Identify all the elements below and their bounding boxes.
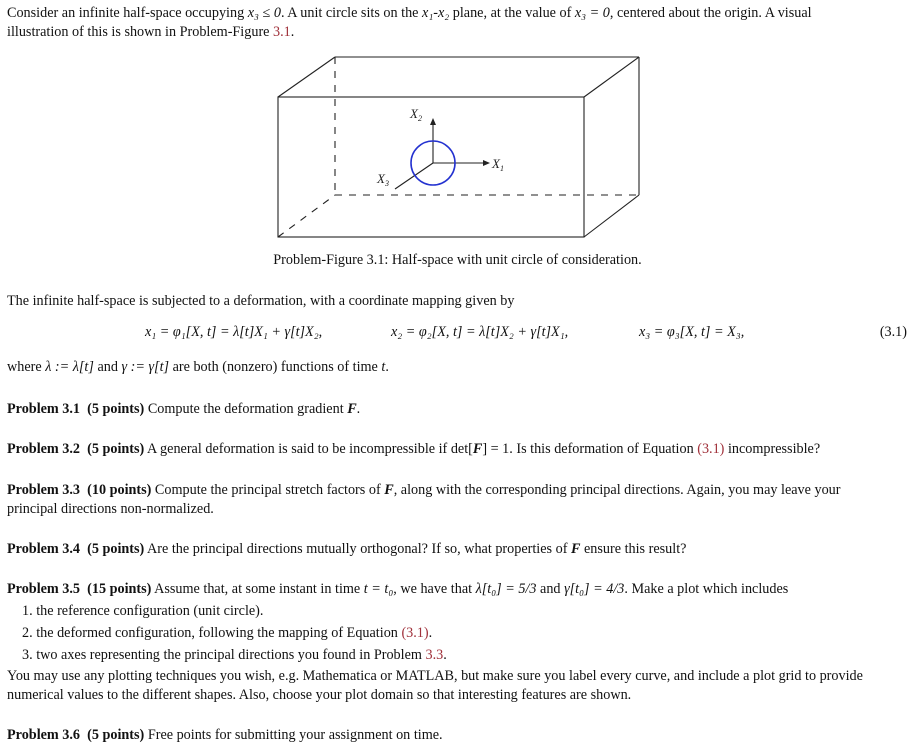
problem-3-6: Problem 3.6 (5 points) Free points for submitting your assignment on time. [7,727,443,743]
box-hidden-edge [278,195,335,237]
intro-paragraph [7,4,907,42]
intro-text: Consider an infinite half-space occupying [7,5,248,21]
figure-caption: Problem-Figure 3.1: Half-space with unit circle of consideration. [273,252,642,268]
equation-3-1 [7,323,907,345]
label-x3: $X_3$ [377,171,389,188]
equation-x1: x₁ = φ₁[X, t] = λ[t]X₁ + γ[t]X₂, [145,324,323,340]
problem-3-2: Problem 3.2 (5 points) A general deformation is said to be incompressible if det[F] = 1. Is this deformation of Equation (3.1) incompressible? [7,441,821,457]
label-x2: $X_2$ [410,106,422,123]
problem-points: (15 points) [87,581,152,597]
intro-text: illustration of this is shown in Problem-Figure [7,24,274,40]
problem-points: (10 points) [87,482,152,498]
intro-text: plane, at the value of [449,5,575,21]
box-front-face [278,97,584,237]
problem-title: Problem 3.6 [7,727,81,743]
equation-x3: x₃ = φ₃[X, t] = X₃, [639,324,745,340]
math-time: t [381,359,386,375]
problem-reference-link[interactable]: 3.3 [425,647,444,663]
list-item: 1. the reference configuration (unit circle). [22,603,264,619]
equation-x2: x₂ = φ₂[X, t] = λ[t]X₂ + γ[t]X₁, [391,324,569,340]
problem-points: (5 points) [87,541,145,557]
problem-title: Problem 3.3 [7,482,81,498]
problem-title: Problem 3.1 [7,401,81,417]
problem-title: Problem 3.2 [7,441,81,457]
problem-points: (5 points) [87,727,145,743]
math-x3-zero: x₃ = 0 [574,5,610,21]
problem-3-5: Problem 3.5 (15 points) Assume that, at some instant in time t = t₀, we have that λ[t₀] = 5/3 and γ[t₀] = 4/3. Make a plot which includes [7,581,789,597]
list-item: 3. two axes representing the principal directions you found in Problem 3.3. [22,647,447,663]
arrow-x1 [483,160,490,166]
axis-x3 [395,163,433,189]
equation-reference-link[interactable]: (3.1) [697,441,725,457]
problem-3-1: Problem 3.1 (5 points) Compute the deformation gradient F. [7,401,361,417]
problem-points: (5 points) [87,441,145,457]
label-x1: $X_1$ [492,156,504,173]
equation-reference-link[interactable]: (3.1) [401,625,429,641]
box-edge [584,195,639,237]
math-x3-condition: x₃ ≤ 0 [247,5,281,21]
intro-text: . [290,24,295,40]
box-edge [584,57,639,97]
box-edge [278,57,335,97]
half-space-figure [275,55,645,245]
problem-3-4: Problem 3.4 (5 points) Are the principal directions mutually orthogonal? If so, what properties of F ensure this result? [7,541,687,557]
intro-text: , centered about the origin. A visual [609,5,812,21]
math-plane: x₁-x₂ [422,5,450,21]
deformation-intro: The infinite half-space is subjected to a deformation, with a coordinate mapping given by [7,293,515,309]
figure-reference-link[interactable]: 3.1 [273,24,291,40]
problem-title: Problem 3.5 [7,581,81,597]
list-item: 2. the deformed configuration, following the mapping of Equation (3.1). [22,625,433,641]
equation-number: (3.1) [879,324,907,340]
where-clause: where λ := λ[t] and γ := γ[t] are both (nonzero) functions of time t. [7,359,389,375]
problem-title: Problem 3.4 [7,541,81,557]
problem-3-5-list [22,602,882,668]
problem-3-3: Problem 3.3 (10 points) Compute the principal stretch factors of F, along with the corresponding principal directions. Again, you may leave your principal directions non-normalized. [7,482,841,517]
problem-points: (5 points) [87,401,145,417]
math-gamma: γ := γ[t] [121,359,170,375]
intro-text: . A unit circle sits on the [280,5,423,21]
problem-3-5-instructions: You may use any plotting techniques you wish, e.g. Mathematica or MATLAB, but make sure you label every curve, and include a plot grid to provide numerical values to the different shapes. Also, choose your plot domain so that interesting features are shown. [7,668,863,703]
arrow-x2 [430,118,436,125]
math-lambda: λ := λ[t] [45,359,94,375]
